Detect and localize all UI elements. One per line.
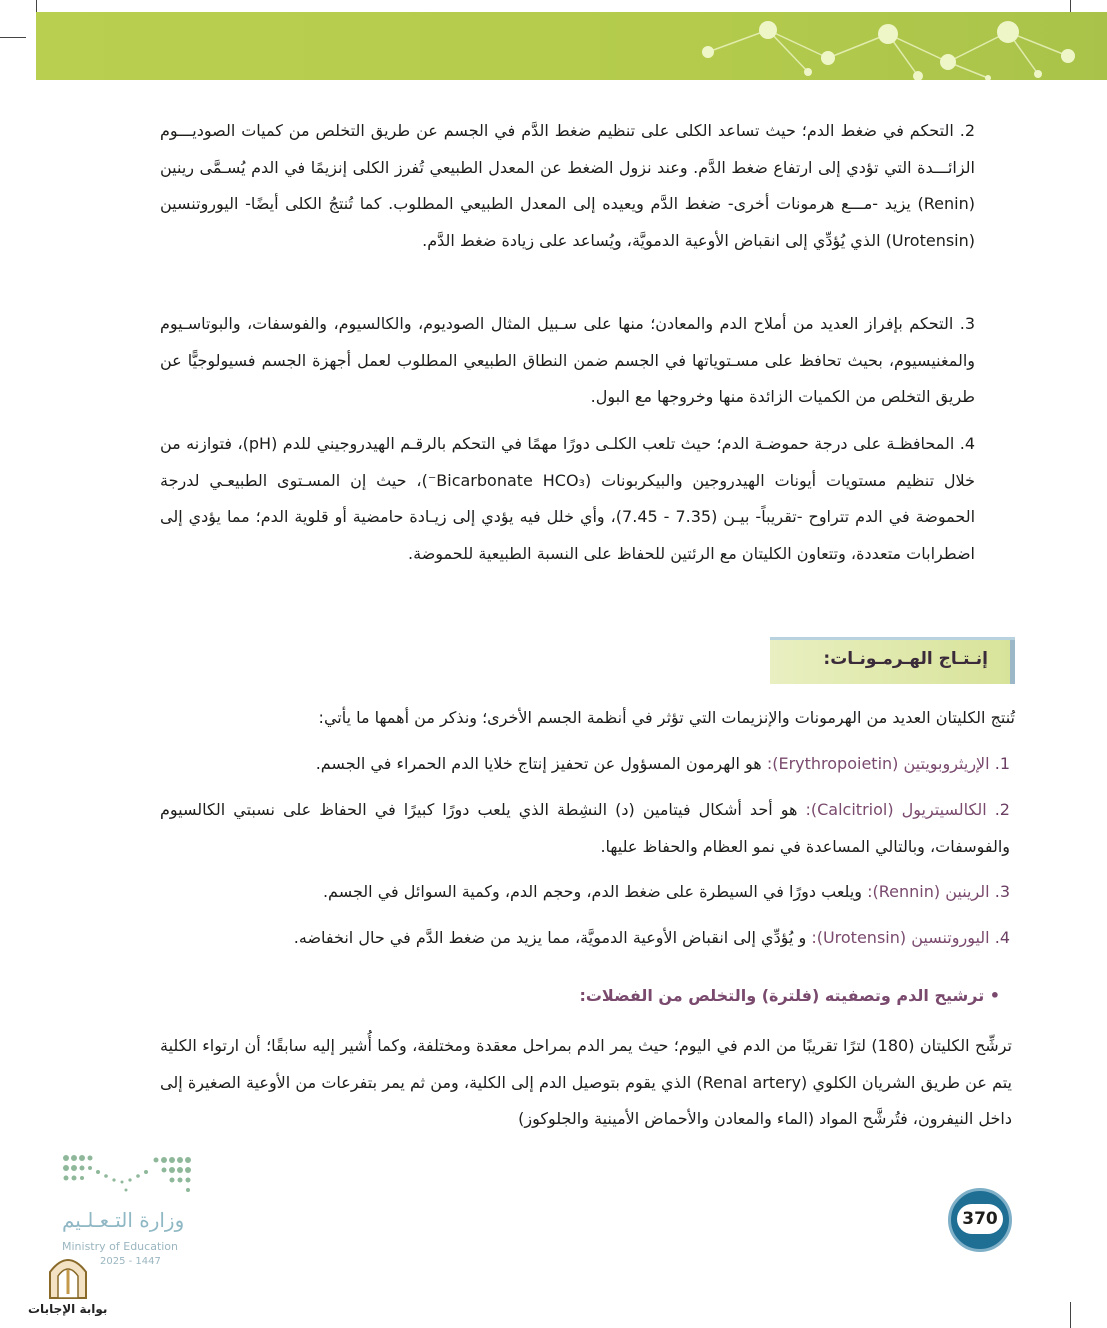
intro-text: تُنتج الكليتان العديد من الهرمونات والإنزيمات التي تؤثر في أنظمة الجسم الأخرى؛ ونذكر من أهمها ما يأتي: [318, 708, 1015, 727]
item-term: الرينين (Rennin): [867, 882, 990, 901]
ministry-dots-icon [60, 1150, 200, 1198]
item-text: و يُؤدِّي إلى انقباض الأوعية الدمويَّة، مما يزيد من ضغط الدَّم في حال انخفاضه. [293, 928, 807, 947]
section-heading-hormones [770, 640, 1015, 684]
header-band [36, 12, 1107, 80]
item-term: الإريثروبويتين (Erythropoietin): [766, 754, 990, 773]
item-text: ويلعب دورًا في السيطرة على ضغط الدم، وحجم الدم، وكمية السوائل في الجسم. [322, 882, 863, 901]
item-text: هو الهرمون المسؤول عن تحفيز إنتاج خلايا الدم الحمراء في الجسم. [315, 754, 762, 773]
paragraph-text: المحافظـة على درجة حموضـة الدم؛ حيث تلعب الكلـى دورًا مهمًا في التحكم بالرقـم الهيدروجيني للدم (pH)، فتوازنه من خلال تنظيم مستويات أيونات الهيدروجين والبيكربونات (Bicarbonate HCO₃⁻)، حيث إن المسـتوى الطبيعـي لدرجة الحموضة في الدم تتراوح -تقريباً- بيـن (7.35 - 7.45)، وأي خلل فيه يؤدي إلى زيـادة حامضية أو قلوية الدم؛ مما يؤدي إلى اضطرابات متعددة، وتتعاون الكليتان مع الرئتين للحفاظ على النسبة الطبيعية للحموضة. [160, 434, 976, 563]
item-term: الكالسيتريول (Calcitriol): [805, 800, 987, 819]
edition-year: 2025 - 1447 [100, 1256, 161, 1267]
item-text: هو أحد أشكال فيتامين (د) النشِطة الذي يلعب دورًا كبيرًا في الحفاظ على نسبتي الكالسيوم والفوسفات، وبالتالي المساعدة في نمو العظام والحفاظ عليها. [160, 800, 1010, 856]
paragraph-blood-acidity [160, 426, 975, 572]
page-number: 370 [957, 1204, 1003, 1234]
item-number: 3. [994, 882, 1010, 901]
item-number: 2. [959, 121, 976, 140]
ministry-name-en: Ministry of Education [62, 1240, 179, 1253]
paragraph-text: التحكم بإفراز العديد من أملاح الدم والمعادن؛ منها على سـبيل المثال الصوديوم، والكالسيوم، والفوسفات، والبوتاسـيوم والمغنيسيوم، بحيث تحافظ على مسـتوياتها في الجسم ضمن النطاق الطبيعي المطلوب لعمل أجهزة الجسم فسيولوجيًّا عن طريق التخلص من الكميات الزائدة منها وخروجها مع البول. [160, 314, 975, 406]
molecule-pattern-icon [588, 12, 1107, 80]
item-number: 4. [994, 928, 1010, 947]
list-item [200, 874, 1010, 911]
page-number-badge [948, 1188, 1012, 1252]
portal-gate-icon [46, 1254, 90, 1300]
paragraph-salts-minerals [160, 306, 975, 416]
item-number: 1. [994, 754, 1010, 773]
portal-name: بوابة الإجابات [28, 1302, 108, 1316]
filtration-title: • ترشيح الدم وتصفيته (فلترة) والتخلص من الفضلات: [579, 986, 1000, 1005]
paragraph-text: ترشِّح الكليتان (180) لترًا تقريبًا من الدم في اليوم؛ حيث يمر الدم بمراحل معقدة ومختلفة، وكما أُشير إليه سابقًا؛ أن ارتواء الكلية يتم عن طريق الشريان الكلوي (Renal artery) الذي يقوم بتوصيل الدم إلى الكلية، ومن ثم يمر بتفرعات من الأوعية الصغيرة إلى داخل النيفرون، فتُرشَّح المواد (الماء والمعادن والأحماض الأمينية والجلوكوز) [160, 1036, 1012, 1128]
list-item [180, 746, 1010, 783]
section-title: إنـتـاج الهـرمـونـات: [823, 649, 988, 669]
paragraph-filtration [160, 1028, 1012, 1138]
paragraph-blood-pressure [160, 113, 975, 259]
crop-mark [0, 37, 26, 38]
item-number: 4. [959, 434, 975, 453]
list-item [150, 920, 1010, 957]
item-number: 3. [959, 314, 975, 333]
item-term: اليوروتنسين (Urotensin): [811, 928, 990, 947]
ministry-logo [60, 1150, 210, 1267]
crop-mark [1070, 1302, 1071, 1328]
paragraph-text: التحكم في ضغط الدم؛ حيث تساعد الكلى على تنظيم ضغط الدَّم في الجسم عن طريق التخلص من كميات الصوديـــوم الزائـــدة التي تؤدي إلى ارتفاع ضغط الدَّم. وعند نزول الضغط عن المعدل الطبيعي تُفرز الكلى إنزيمًا في الدم يُسـمَّى رينين (Renin) يزيد -مـــع هرمونات أخرى- ضغط الدَّم ويعيده إلى المعدل الطبيعي المطلوب. كما تُنتجُ الكلى أيضًا- اليوروتنسين (Urotensin) الذي يُؤدِّي إلى انقباض الأوعية الدمويَّة، ويُساعد على زيادة ضغط الدَّم. [160, 121, 975, 250]
item-number: 2. [994, 800, 1010, 819]
section-intro [170, 700, 1015, 737]
list-item [160, 792, 1010, 865]
ministry-name-ar: وزارة التـعـلـيم [62, 1208, 185, 1232]
portal-logo [28, 1254, 108, 1324]
